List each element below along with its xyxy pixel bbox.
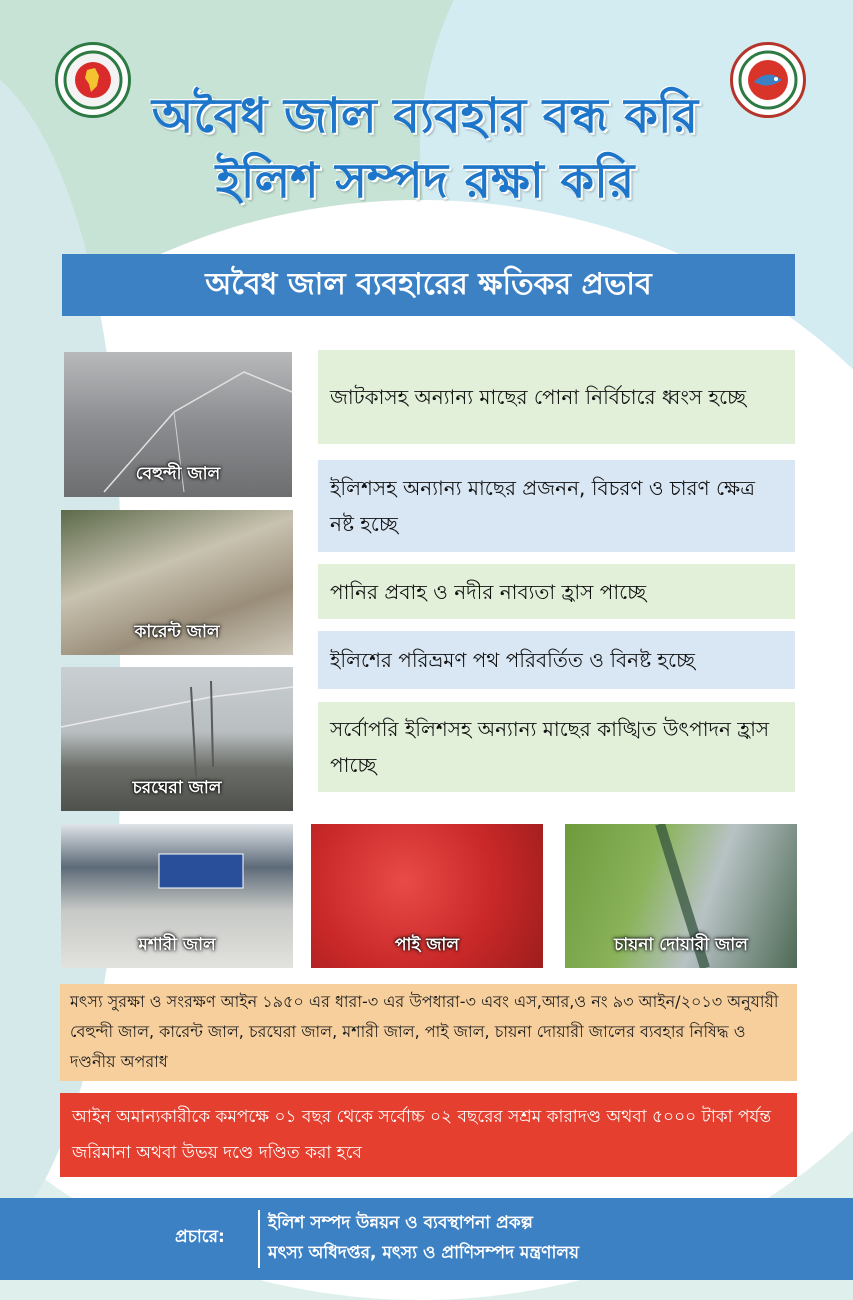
current-net-photo <box>61 510 293 655</box>
pai-net-photo <box>311 824 543 968</box>
page-title-line-1: অবৈধ জাল ব্যবহার বন্ধ করি <box>151 88 699 144</box>
footer-divider <box>258 1210 260 1268</box>
photo-caption: চরঘেরা জাল <box>132 778 222 798</box>
footer <box>0 1198 853 1280</box>
footer-label: প্রচারে: <box>175 1227 225 1247</box>
footer-ministry-name: মৎস্য অধিদপ্তর, মৎস্য ও প্রাণিসম্পদ মন্ত্রণালয় <box>268 1243 580 1263</box>
chorghera-net-photo <box>61 667 293 811</box>
photo-caption: চায়না দোয়ারী জাল <box>614 935 748 955</box>
footer-project-name: ইলিশ সম্পদ উন্নয়ন ও ব্যবস্থাপনা প্রকল্প <box>268 1213 533 1233</box>
moshari-net-photo <box>61 824 293 968</box>
harmful-effect-item: সর্বোপরি ইলিশসহ অন্যান্য মাছের কাঙ্খিত উৎপাদন হ্রাস পাচ্ছে <box>318 702 795 792</box>
harmful-effect-item: ইলিশের পরিভ্রমণ পথ পরিবর্তিত ও বিনষ্ট হচ্ছে <box>318 631 795 689</box>
china-doyari-net-photo <box>565 824 797 968</box>
harmful-effect-item: ইলিশসহ অন্যান্য মাছের প্রজনন, বিচরণ ও চারণ ক্ষেত্র নষ্ট হচ্ছে <box>318 460 795 552</box>
harmful-effect-item: জাটকাসহ অন্যান্য মাছের পোনা নির্বিচারে ধ্বংস হচ্ছে <box>318 350 795 444</box>
section-banner: অবৈধ জাল ব্যবহারের ক্ষতিকর প্রভাব <box>62 254 795 316</box>
penalty-notice: আইন অমান্যকারীকে কমপক্ষে ০১ বছর থেকে সর্বোচ্চ ০২ বছরের সশ্রম কারাদণ্ড অথবা ৫০০০ টাকা পর্যন্ত জরিমানা অথবা উভয় দণ্ডে দণ্ডিত করা হবে <box>60 1093 797 1177</box>
photo-caption: মশারী জাল <box>138 935 216 955</box>
behundi-net-photo <box>64 352 292 497</box>
page-title-line-2: ইলিশ সম্পদ রক্ষা করি <box>215 153 635 209</box>
photo-caption: কারেন্ট জাল <box>134 622 220 642</box>
photo-caption: বেহুন্দী জাল <box>135 464 221 484</box>
law-notice: মৎস্য সুরক্ষা ও সংরক্ষণ আইন ১৯৫০ এর ধারা-৩ এর উপধারা-৩ এবং এস,আর,ও নং ৯৩ আইন/২০১৩ অনুযায়ী বেহুন্দী জাল, কারেন্ট জাল, চরঘেরা জাল, মশারী জাল, পাই জাল, চায়না দোয়ারী জালের ব্যবহার নিষিদ্ধ ও দণ্ডনীয় অপরাধ <box>60 984 797 1081</box>
photo-caption: পাই জাল <box>394 935 460 955</box>
harmful-effect-item: পানির প্রবাহ ও নদীর নাব্যতা হ্রাস পাচ্ছে <box>318 564 795 619</box>
